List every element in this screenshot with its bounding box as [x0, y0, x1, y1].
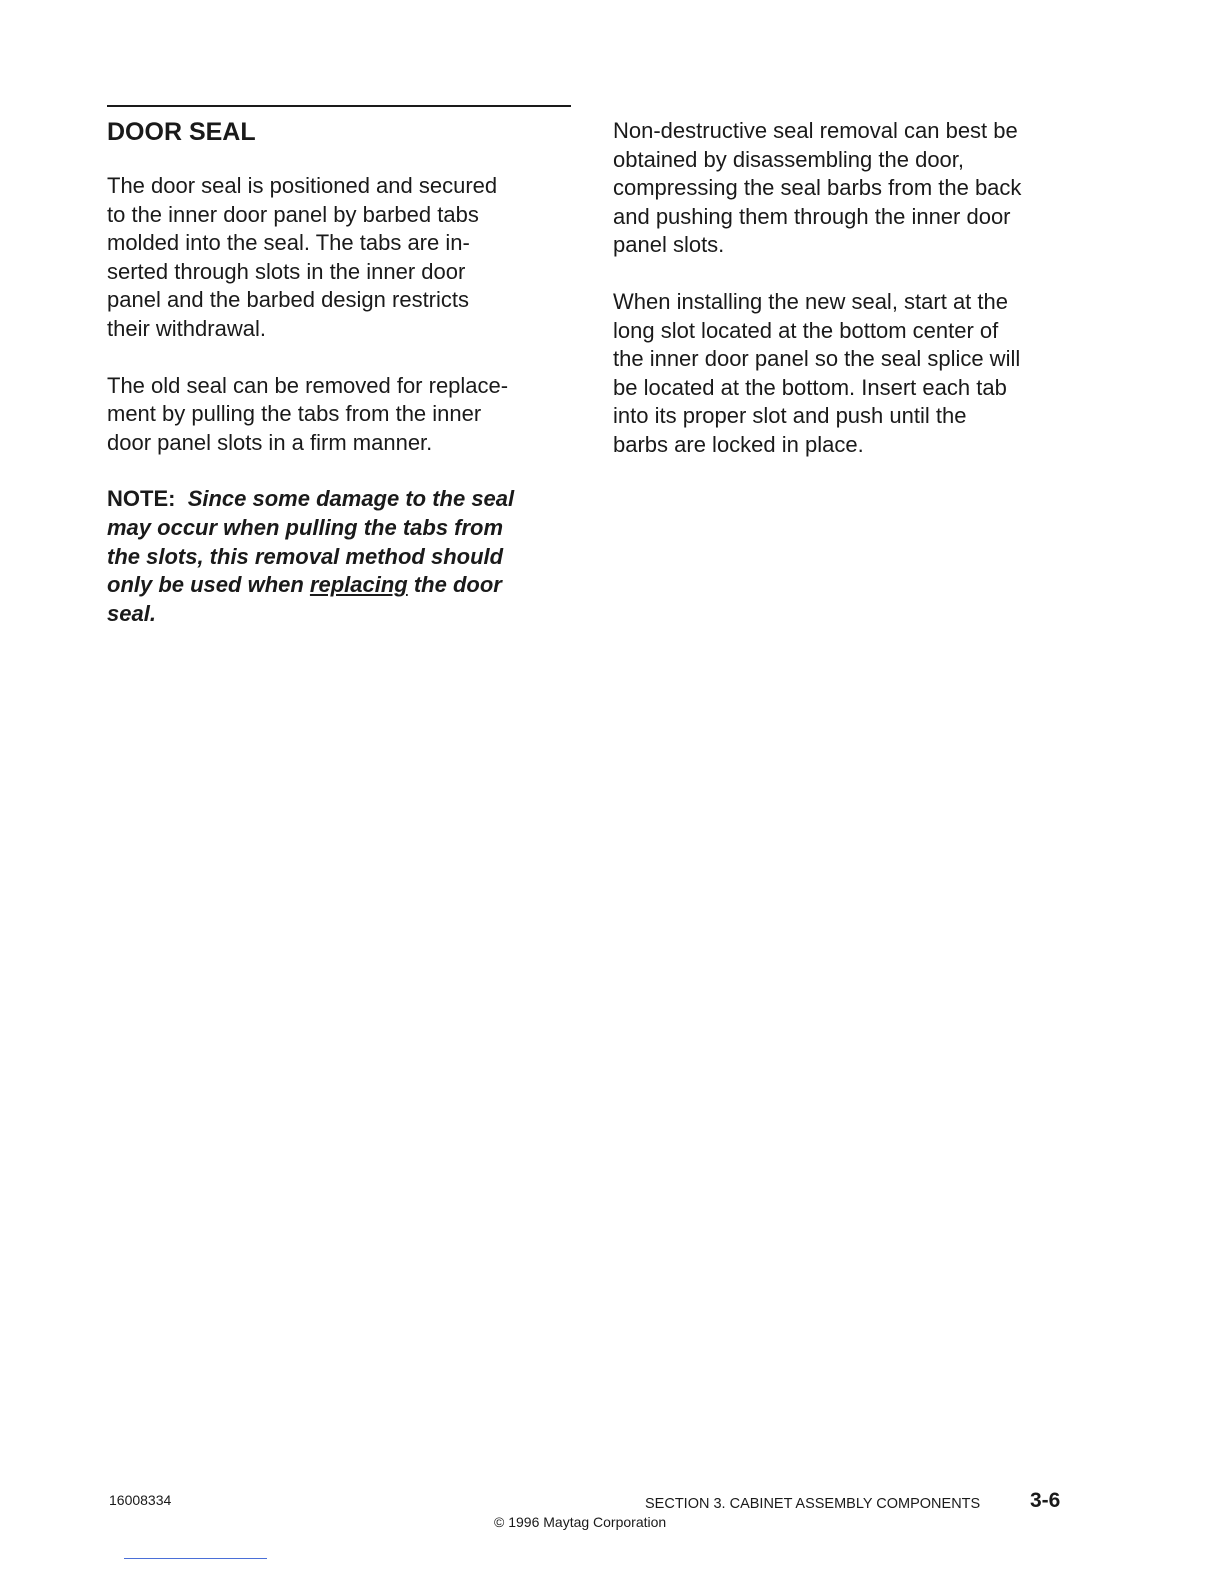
section-label: SECTION 3. CABINET ASSEMBLY COMPONENTS	[645, 1496, 981, 1512]
note-line	[107, 485, 567, 514]
text-line: molded into the seal. The tabs are in-	[107, 230, 470, 256]
section-heading: DOOR SEAL	[107, 118, 256, 146]
note-block	[107, 485, 567, 628]
text-line: ment by pulling the tabs from the inner	[107, 401, 482, 427]
left-column	[107, 116, 567, 656]
text-line: obtained by disassembling the door,	[613, 146, 965, 172]
text-line: barbs are locked in place.	[613, 431, 864, 457]
text-line: Non-destructive seal removal can best be	[613, 118, 1018, 143]
text-line: When installing the new seal, start at the	[613, 288, 1008, 314]
text-line: compressing the seal barbs from the back	[613, 175, 1022, 201]
text-line: panel and the barbed design restricts	[107, 287, 470, 313]
text-line: panel slots.	[613, 232, 725, 258]
text-line: door panel slots in a firm manner.	[107, 429, 433, 455]
seal-removal-paragraph	[107, 372, 567, 458]
text-line: The old seal can be removed for replace-	[107, 372, 509, 398]
note-line	[107, 571, 567, 600]
text-line: into its proper slot and push until the	[613, 403, 967, 429]
text-line: be located at the bottom. Insert each tab	[613, 374, 1007, 400]
note-line: may occur when pulling the tabs from	[107, 514, 504, 540]
page-number: 3-6	[1030, 1489, 1061, 1512]
note-text: only be used when	[107, 572, 310, 598]
note-line: seal.	[107, 600, 156, 626]
text-line: to the inner door panel by barbed tabs	[107, 201, 479, 227]
scan-mark-line	[124, 1558, 267, 1559]
note-text: Since some damage to the seal	[187, 486, 515, 512]
non-destructive-removal-paragraph	[613, 117, 1083, 260]
text-line: the inner door panel so the seal splice will	[613, 346, 1021, 372]
text-line: The door seal is positioned and secured	[107, 173, 498, 198]
copyright-notice: © 1996 Maytag Corporation	[494, 1514, 667, 1530]
document-number: 16008334	[109, 1492, 172, 1508]
right-column	[613, 117, 1083, 488]
installation-paragraph	[613, 288, 1083, 460]
note-emphasis: replacing	[309, 572, 408, 598]
text-line: long slot located at the bottom center of	[613, 317, 999, 343]
heading-rule	[107, 105, 571, 107]
text-line: serted through slots in the inner door	[107, 258, 466, 284]
note-line: the slots, this removal method should	[107, 543, 504, 569]
text-line: and pushing them through the inner door	[613, 203, 1011, 229]
text-line: their withdrawal.	[107, 315, 266, 341]
note-text: the door	[407, 572, 502, 598]
seal-description-paragraph	[107, 172, 567, 344]
note-label: NOTE:	[107, 486, 176, 512]
